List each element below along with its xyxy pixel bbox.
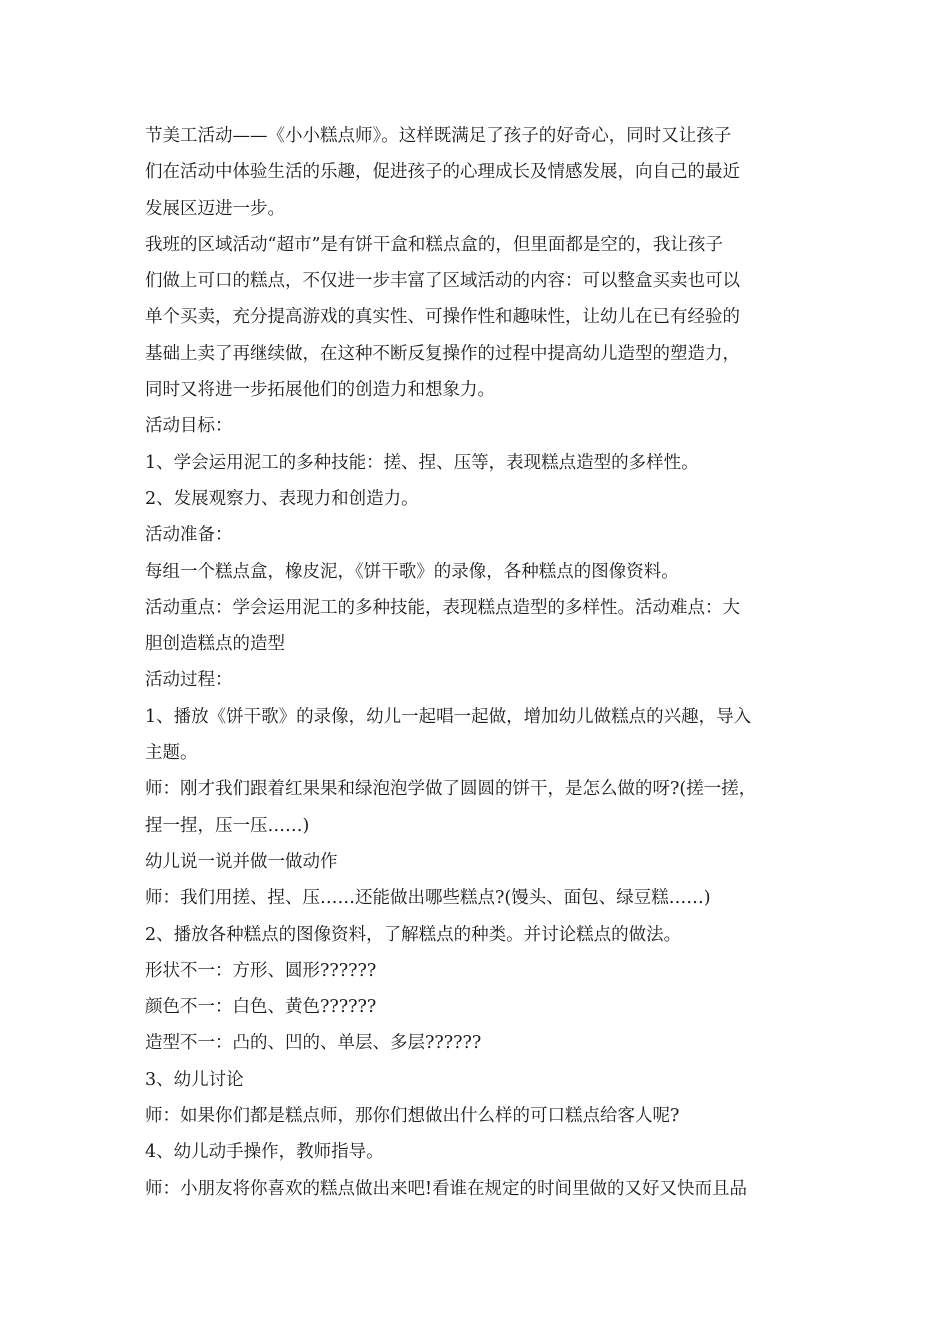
section-heading: 活动目标： <box>145 416 233 437</box>
document-body <box>145 118 810 1207</box>
text-line: 师：如果你们都是糕点师，那你们想做出什么样的可口糕点给客人呢? <box>145 1106 680 1127</box>
text-line: 师：我们用搓、捏、压……还能做出哪些糕点?(馒头、面包、绿豆糕……) <box>145 888 711 909</box>
text-line: 发展区迈进一步。 <box>145 198 285 219</box>
text-line: 1、学会运用泥工的多种技能：搓、捏、压等，表现糕点造型的多样性。 <box>145 452 699 473</box>
text-line: 幼儿说一说并做一做动作 <box>145 851 338 872</box>
text-line: 主题。 <box>145 743 198 764</box>
section-heading: 活动准备： <box>145 525 233 546</box>
section-heading: 活动过程： <box>145 670 233 691</box>
text-line: 师：小朋友将你喜欢的糕点做出来吧!看谁在规定的时间里做的又好又快而且品 <box>145 1178 748 1199</box>
text-line: 形状不一：方形、圆形?????? <box>145 960 377 981</box>
text-line: 颜色不一：白色、黄色?????? <box>145 997 377 1018</box>
text-line: 每组一个糕点盒，橡皮泥，《饼干歌》的录像，各种糕点的图像资料。 <box>145 561 679 582</box>
text-line: 3、幼儿讨论 <box>145 1069 244 1090</box>
text-line: 2、播放各种糕点的图像资料，了解糕点的种类。并讨论糕点的做法。 <box>145 924 682 945</box>
text-line: 们在活动中体验生活的乐趣，促进孩子的心理成长及情感发展，向自己的最近 <box>145 162 740 183</box>
text-line: 基础上卖了再继续做，在这种不断反复操作的过程中提高幼儿造型的塑造力， <box>145 343 740 364</box>
text-line: 1、播放《饼干歌》的录像，幼儿一起唱一起做，增加幼儿做糕点的兴趣，导入 <box>145 706 752 727</box>
text-line: 造型不一：凸的、凹的、单层、多层?????? <box>145 1033 482 1054</box>
text-line: 2、发展观察力、表现力和创造力。 <box>145 488 419 509</box>
text-line: 师：刚才我们跟着红果果和绿泡泡学做了圆圆的饼干，是怎么做的呀?(搓一搓， <box>145 779 757 800</box>
text-line: 们做上可口的糕点，不仅进一步丰富了区域活动的内容：可以整盒买卖也可以 <box>145 271 740 292</box>
text-line: 胆创造糕点的造型 <box>145 634 285 655</box>
text-line: 我班的区域活动“超市”是有饼干盒和糕点盒的，但里面都是空的，我让孩子 <box>145 234 723 255</box>
text-line: 同时又将进一步拓展他们的创造力和想象力。 <box>145 380 495 401</box>
text-line: 捏一捏，压一压……) <box>145 815 310 836</box>
text-line: 活动重点：学会运用泥工的多种技能，表现糕点造型的多样性。活动难点：大 <box>145 597 740 618</box>
text-line: 单个买卖，充分提高游戏的真实性、可操作性和趣味性，让幼儿在已有经验的 <box>145 307 740 328</box>
text-line: 4、幼儿动手操作，教师指导。 <box>145 1142 384 1163</box>
text-line: 节美工活动——《小小糕点师》。这样既满足了孩子的好奇心，同时又让孩子 <box>145 126 732 146</box>
